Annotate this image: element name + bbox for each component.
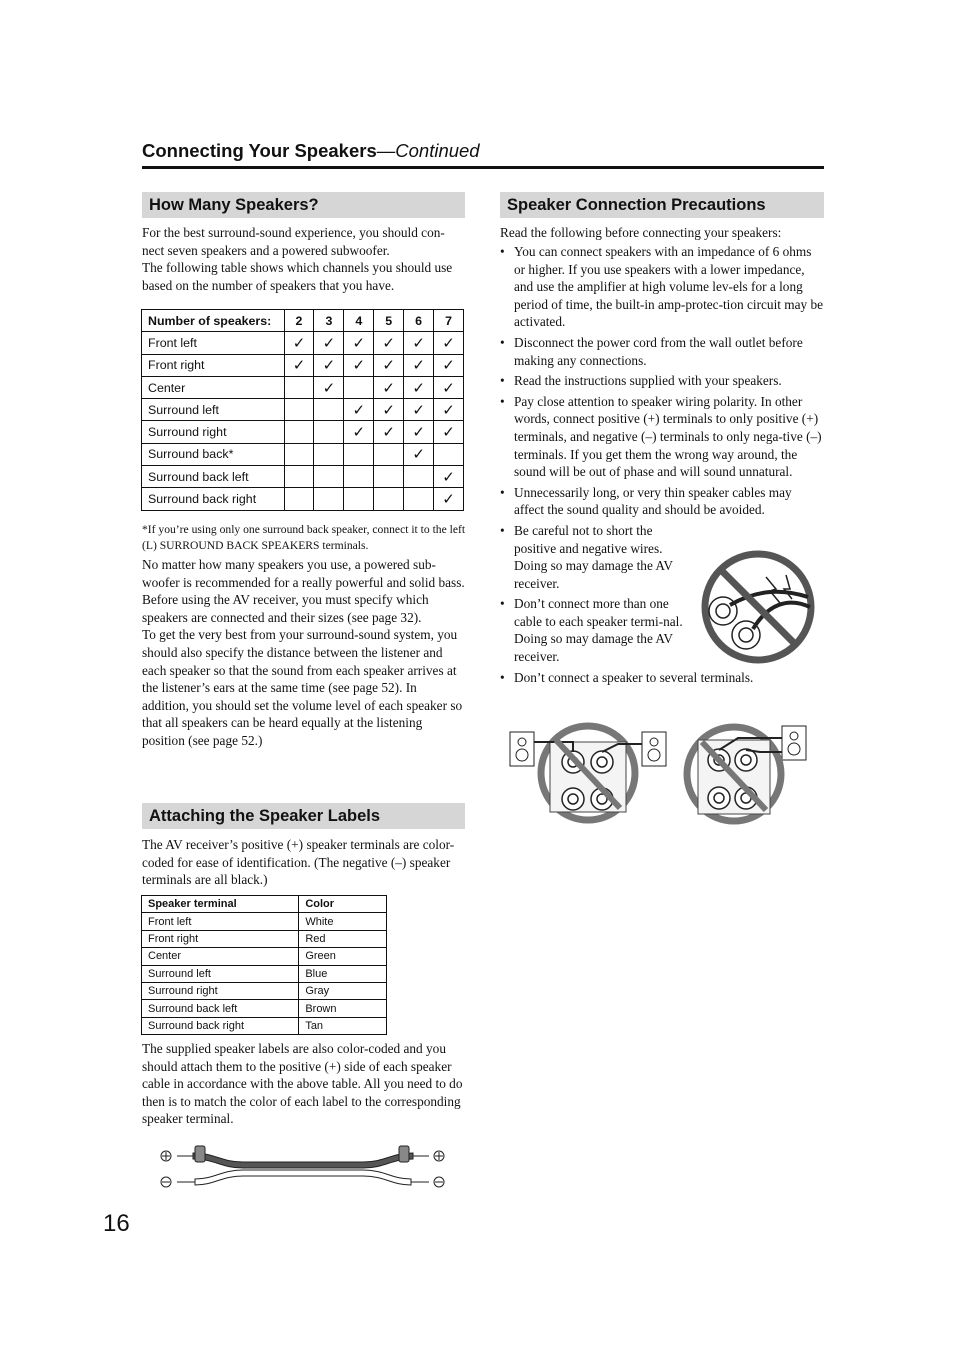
table-header-row — [142, 896, 387, 913]
table-footnote: *If you’re using only one surround back speaker, connect it to the left (L) SURROUND BACK SPEAKERS terminals. — [142, 523, 466, 552]
section3-intro: Read the following before connecting your speakers: — [500, 225, 782, 240]
header-count-cell: 4 — [344, 310, 374, 332]
table-row — [142, 930, 387, 947]
check-cell — [404, 399, 434, 421]
check-cell — [344, 443, 374, 465]
header-count-cell: 5 — [374, 310, 404, 332]
short-circuit-warning-illustration — [698, 549, 820, 665]
check-cell — [374, 354, 404, 376]
table-row — [142, 376, 464, 398]
terminal-color-cell: Brown — [299, 1000, 387, 1017]
check-cell — [434, 332, 464, 354]
check-cell — [404, 332, 434, 354]
check-mark-icon: ✓ — [382, 423, 395, 442]
check-cell — [404, 488, 434, 510]
check-mark-icon: ✓ — [442, 333, 455, 352]
table-row — [142, 965, 387, 982]
channel-label-cell: Surround back* — [142, 443, 285, 465]
left-diagram — [510, 726, 666, 820]
check-mark-icon: ✓ — [412, 423, 425, 442]
channel-label-cell: Center — [142, 376, 285, 398]
check-cell — [314, 421, 344, 443]
precaution-impedance: • You can connect speakers with an impedance of 6 ohms or higher. If you use speakers with a lower impedance, and use the amplifier at high volume lev-els for a long period of time, the built-in amp-protec-tion circuit may be activated. — [500, 243, 824, 331]
check-cell — [434, 488, 464, 510]
section1-body — [142, 556, 466, 750]
table-row — [142, 332, 464, 354]
check-cell — [314, 443, 344, 465]
table-row — [142, 948, 387, 965]
check-mark-icon: ✓ — [352, 400, 366, 419]
check-cell — [434, 399, 464, 421]
check-cell — [344, 466, 374, 488]
check-cell — [284, 399, 314, 421]
check-mark-icon: ✓ — [442, 423, 455, 442]
check-cell — [314, 376, 344, 398]
table-row — [142, 354, 464, 376]
table-row — [142, 421, 464, 443]
check-mark-icon: ✓ — [352, 356, 366, 375]
check-mark-icon: ✓ — [322, 378, 336, 397]
terminal-name-cell: Surround back left — [142, 1000, 299, 1017]
check-cell — [344, 332, 374, 354]
check-cell — [314, 399, 344, 421]
check-cell — [434, 354, 464, 376]
check-cell — [374, 421, 404, 443]
check-cell — [344, 421, 374, 443]
check-mark-icon: ✓ — [412, 400, 425, 419]
terminal-name-cell: Surround left — [142, 965, 299, 982]
check-mark-icon: ✓ — [442, 378, 455, 397]
page-header — [142, 140, 824, 169]
section-heading-how-many-speakers: How Many Speakers? — [142, 192, 465, 218]
table-row — [142, 1017, 387, 1034]
check-cell — [404, 354, 434, 376]
check-cell — [434, 376, 464, 398]
terminal-color-cell: Red — [299, 930, 387, 947]
intro-paragraph-1: For the best surround-sound experience, you should con-nect seven speakers and a powered subwoofer. — [142, 225, 445, 258]
check-cell — [374, 332, 404, 354]
check-mark-icon: ✓ — [382, 378, 395, 397]
check-mark-icon: ✓ — [442, 400, 455, 419]
check-cell — [404, 376, 434, 398]
page-title: Connecting Your Speakers—Continued — [142, 140, 480, 161]
check-mark-icon: ✓ — [382, 400, 395, 419]
check-cell — [374, 466, 404, 488]
table-row — [142, 488, 464, 510]
precaution-several-terminals: • Don’t connect a speaker to several terminals. — [500, 669, 824, 687]
terminal-color-cell: Tan — [299, 1017, 387, 1034]
check-cell — [284, 488, 314, 510]
table-row — [142, 982, 387, 999]
terminal-color-table — [141, 895, 387, 1035]
table-header-row — [142, 310, 464, 332]
terminal-color-cell: White — [299, 913, 387, 930]
table-row — [142, 466, 464, 488]
precaution-cable-length: • Unnecessarily long, or very thin speaker cables may affect the sound quality and should be avoided. — [500, 484, 824, 519]
check-mark-icon: ✓ — [442, 467, 455, 486]
check-cell — [374, 399, 404, 421]
check-cell — [434, 443, 464, 465]
check-mark-icon: ✓ — [442, 490, 455, 509]
header-label-cell: Number of speakers: — [142, 310, 285, 332]
check-mark-icon: ✓ — [352, 423, 366, 442]
header-count-cell: 3 — [314, 310, 344, 332]
page-number: 16 — [103, 1210, 130, 1237]
precaution-short-wires: • Be careful not to short the positive and negative wires. Doing so may damage the AV receiver. — [500, 522, 686, 592]
terminal-name-cell: Surround right — [142, 982, 299, 999]
check-cell — [344, 354, 374, 376]
channel-label-cell: Surround right — [142, 421, 285, 443]
check-mark-icon: ✓ — [442, 356, 455, 375]
check-cell — [404, 421, 434, 443]
terminal-color-cell: Green — [299, 948, 387, 965]
check-mark-icon: ✓ — [412, 333, 425, 352]
check-cell — [314, 354, 344, 376]
precaution-power-cord: • Disconnect the power cord from the wall outlet before making any connections. — [500, 334, 824, 369]
check-cell — [434, 466, 464, 488]
speaker-cable-illustration — [155, 1136, 455, 1194]
section-heading-precautions: Speaker Connection Precautions — [500, 192, 824, 218]
check-cell — [284, 354, 314, 376]
check-mark-icon: ✓ — [412, 356, 425, 375]
check-cell — [314, 332, 344, 354]
precaution-one-cable: • Don’t connect more than one cable to each speaker termi-nal. Doing so may damage the AV receiver. — [500, 595, 686, 665]
check-cell — [374, 443, 404, 465]
check-cell — [404, 443, 434, 465]
check-mark-icon: ✓ — [292, 333, 306, 352]
precaution-polarity: • Pay close attention to speaker wiring polarity. In other words, connect positive (+) terminals to only positive (+) terminals, and negative (–) terminals to only nega-tive (–) terminals. If you get them the wrong way around, the sound will be out of phase and will sound unnatural. — [500, 393, 824, 481]
channel-label-cell: Surround back left — [142, 466, 285, 488]
check-cell — [314, 488, 344, 510]
check-cell — [284, 332, 314, 354]
terminal-color-cell: Gray — [299, 982, 387, 999]
check-cell — [344, 399, 374, 421]
precaution-instructions: • Read the instructions supplied with your speakers. — [500, 372, 824, 390]
check-cell — [344, 376, 374, 398]
table-row — [142, 1000, 387, 1017]
table-row — [142, 913, 387, 930]
check-cell — [434, 421, 464, 443]
terminal-name-cell: Center — [142, 948, 299, 965]
table-row — [142, 399, 464, 421]
multiple-terminal-warning-illustration — [508, 722, 810, 825]
channel-label-cell: Front left — [142, 332, 285, 354]
check-cell — [344, 488, 374, 510]
terminal-color-cell: Blue — [299, 965, 387, 982]
header-color-cell: Color — [299, 896, 387, 913]
check-cell — [284, 443, 314, 465]
right-diagram — [687, 726, 806, 821]
check-cell — [374, 488, 404, 510]
header-count-cell: 6 — [404, 310, 434, 332]
check-mark-icon: ✓ — [322, 333, 336, 352]
channel-label-cell: Surround back right — [142, 488, 285, 510]
section2-intro: The AV receiver’s positive (+) speaker terminals are color-coded for ease of identification. (The negative (–) speaker terminals are all black.) — [142, 837, 455, 888]
body-paragraph-distance: To get the very best from your surround-sound system, you should also specify the distance between the listener and each speaker so that the sound from each speaker arrives at the listener’s ears at the same time (see page 52). In addition, you should set the volume level of each speaker so that all speakers can be heard equally at the listening position (see page 52.) — [142, 627, 463, 748]
intro-paragraph-2: The following table shows which channels you should use based on the number of speakers that you have. — [142, 260, 453, 293]
terminal-name-cell: Front right — [142, 930, 299, 947]
table-row — [142, 443, 464, 465]
check-cell — [284, 421, 314, 443]
check-cell — [314, 466, 344, 488]
header-terminal-cell: Speaker terminal — [142, 896, 299, 913]
body-paragraph-sizes: Before using the AV receiver, you must specify which speakers are connected and their sizes (see page 32). — [142, 592, 429, 625]
check-mark-icon: ✓ — [412, 378, 425, 397]
channel-label-cell: Surround left — [142, 399, 285, 421]
check-mark-icon: ✓ — [352, 333, 366, 352]
check-mark-icon: ✓ — [292, 356, 306, 375]
terminal-name-cell: Front left — [142, 913, 299, 930]
check-mark-icon: ✓ — [382, 333, 395, 352]
header-count-cell: 7 — [434, 310, 464, 332]
body-paragraph-subwoofer: No matter how many speakers you use, a powered sub-woofer is recommended for a really powerful and solid bass. — [142, 557, 465, 590]
channel-label-cell: Front right — [142, 354, 285, 376]
check-cell — [404, 466, 434, 488]
check-cell — [284, 466, 314, 488]
terminal-name-cell: Surround back right — [142, 1017, 299, 1034]
section1-intro — [142, 224, 466, 294]
section2-body: The supplied speaker labels are also color-coded and you should attach them to the positive (+) side of each speaker cable in accordance with the above table. All you need to do then is to match the color of each label to the corresponding speaker terminal. — [142, 1041, 463, 1127]
check-cell — [374, 376, 404, 398]
section-heading-speaker-labels: Attaching the Speaker Labels — [142, 803, 465, 829]
check-mark-icon: ✓ — [412, 445, 425, 464]
check-mark-icon: ✓ — [382, 356, 395, 375]
check-cell — [284, 376, 314, 398]
speaker-count-table — [141, 309, 464, 511]
header-count-cell: 2 — [284, 310, 314, 332]
check-mark-icon: ✓ — [322, 356, 336, 375]
